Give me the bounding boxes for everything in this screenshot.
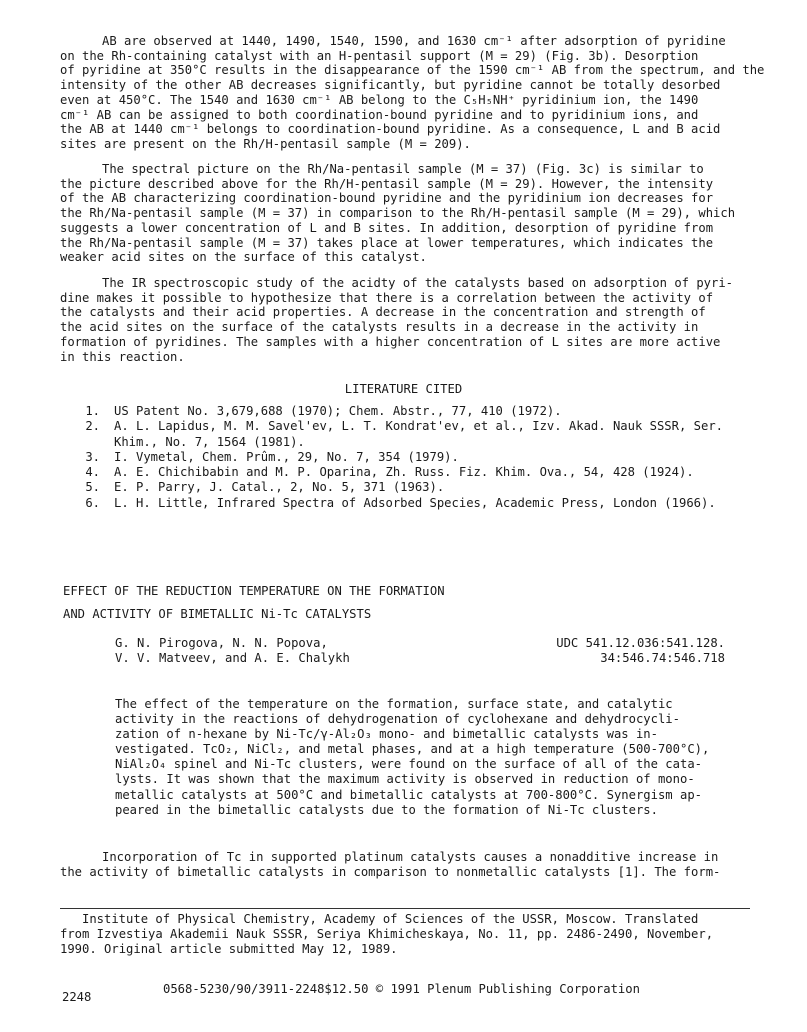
abstract-line: activity in the reactions of dehydrogenation of cyclohexane and dehydrocycli- xyxy=(115,712,680,727)
article-intro-paragraph xyxy=(60,850,750,879)
article-title-line-1: EFFECT OF THE REDUCTION TEMPERATURE ON THE FORMATION xyxy=(63,584,445,598)
text-line: of pyridine at 350°C results in the disappearance of the 1590 cm⁻¹ AB from the spectrum, and the xyxy=(60,63,765,78)
footnote-line: 1990. Original article submitted May 12, 1989. xyxy=(60,942,398,957)
abstract-line: NiAl₂O₄ spinel and Ni-Tc clusters, were found on the surface of all of the cata- xyxy=(115,757,702,772)
reference-text: A. E. Chichibabin and M. P. Oparina, Zh. Russ. Fiz. Khim. Ova., 54, 428 (1924). xyxy=(114,465,694,480)
article-authors xyxy=(115,636,350,666)
udc-line: 34:546.74:546.718 xyxy=(600,651,725,665)
text-line: weaker acid sites on the surface of this catalyst. xyxy=(60,250,427,265)
copyright-line: 0568-5230/90/3911-2248$12.50 © 1991 Plenum Publishing Corporation xyxy=(163,982,640,996)
authors-line: V. V. Matveev, and A. E. Chalykh xyxy=(115,651,350,665)
article-abstract xyxy=(115,697,710,818)
text-line: formation of pyridines. The samples with a higher concentration of L sites are more active xyxy=(60,334,721,349)
text-line: The IR spectroscopic study of the acidty of the catalysts based on adsorption of pyri- xyxy=(102,276,734,290)
reference-list xyxy=(60,404,760,511)
text-line: on the Rh-containing catalyst with an H-pentasil support (M = 29) (Fig. 3b). Desorption xyxy=(60,48,699,63)
reference-number: 3. xyxy=(85,449,100,464)
reference-text: L. H. Little, Infrared Spectra of Adsorbed Species, Academic Press, London (1966). xyxy=(114,495,716,510)
body-paragraph-na-pentasil xyxy=(60,162,750,265)
text-line: the acid sites on the surface of the catalysts results in a decrease in the activity in xyxy=(60,320,699,335)
literature-heading: LITERATURE CITED xyxy=(344,382,463,396)
reference-number: 6. xyxy=(85,495,100,510)
body-paragraph-ir-bands xyxy=(60,34,765,152)
authors-line: G. N. Pirogova, N. N. Popova, xyxy=(115,636,328,650)
abstract-line: vestigated. TcO₂, NiCl₂, and metal phases, and at a high temperature (500-700°C), xyxy=(115,742,710,757)
text-line: the picture described above for the Rh/H-pentasil sample (M = 29). However, the intensity xyxy=(60,176,714,191)
affiliation-footnote xyxy=(60,912,760,958)
reference-number: 2. xyxy=(85,419,100,434)
text-line: of the AB characterizing coordination-bound pyridine and the pyridinium ion decreases for xyxy=(60,191,714,206)
reference-item xyxy=(60,404,760,419)
reference-number: 1. xyxy=(85,404,100,418)
text-line: dine makes it possible to hypothesize that there is a correlation between the activity of xyxy=(60,290,714,305)
text-line: the AB at 1440 cm⁻¹ belongs to coordination-bound pyridine. As a consequence, L and B acid xyxy=(60,122,721,137)
udc-line: UDC 541.12.036:541.128. xyxy=(556,636,725,650)
abstract-line: lysts. It was shown that the maximum activity is observed in reduction of mono- xyxy=(115,772,695,787)
footnote-divider xyxy=(60,908,750,909)
reference-item xyxy=(60,419,760,434)
reference-continuation xyxy=(60,435,760,450)
text-line: in this reaction. xyxy=(60,349,185,364)
text-line: the Rh/Na-pentasil sample (M = 37) takes place at lower temperatures, which indicates the xyxy=(60,235,714,250)
text-line: the Rh/Na-pentasil sample (M = 37) in comparison to the Rh/H-pentasil sample (M = 29), which xyxy=(60,206,736,221)
text-line: the activity of bimetallic catalysts in comparison to nonmetallic catalysts [1]. The form- xyxy=(60,864,721,879)
reference-text: A. L. Lapidus, M. M. Savel'ev, L. T. Kondrat'ev, et al., Izv. Akad. Nauk SSSR, Ser. xyxy=(114,419,724,434)
footnote-line: from Izvestiya Akademii Nauk SSSR, Seriya Khimicheskaya, No. 11, pp. 2486-2490, November, xyxy=(60,927,714,942)
udc-code xyxy=(556,636,725,666)
reference-text: Khim., No. 7, 1564 (1981). xyxy=(114,434,305,449)
reference-item xyxy=(60,450,760,465)
text-line: suggests a lower concentration of L and B sites. In addition, desorption of pyridine from xyxy=(60,220,714,235)
reference-item xyxy=(60,465,760,480)
text-line: AB are observed at 1440, 1490, 1540, 1590, and 1630 cm⁻¹ after adsorption of pyridine xyxy=(102,34,726,48)
reference-number: 5. xyxy=(85,480,100,495)
abstract-line: peared in the bimetallic catalysts due to the formation of Ni-Tc clusters. xyxy=(115,802,658,817)
abstract-line: metallic catalysts at 500°C and bimetallic catalysts at 700-800°C. Synergism ap- xyxy=(115,787,702,802)
reference-number: 4. xyxy=(85,465,100,480)
body-paragraph-conclusion xyxy=(60,276,750,364)
text-line: The spectral picture on the Rh/Na-pentasil sample (M = 37) (Fig. 3c) is similar to xyxy=(102,162,704,176)
reference-text: E. P. Parry, J. Catal., 2, No. 5, 371 (1963). xyxy=(114,480,445,495)
article-title-line-2: AND ACTIVITY OF BIMETALLIC Ni-Tc CATALYSTS xyxy=(63,607,372,621)
reference-text: US Patent No. 3,679,688 (1970); Chem. Abstr., 77, 410 (1972). xyxy=(114,404,562,418)
page-number: 2248 xyxy=(62,990,92,1004)
text-line: intensity of the other AB decreases significantly, but pyridine cannot be totally desorbed xyxy=(60,78,721,93)
text-line: sites are present on the Rh/H-pentasil sample (M = 209). xyxy=(60,136,471,151)
text-line: the catalysts and their acid properties. A decrease in the concentration and strength of xyxy=(60,305,706,320)
footnote-line: Institute of Physical Chemistry, Academy of Sciences of the USSR, Moscow. Translated xyxy=(82,912,699,926)
text-line: Incorporation of Tc in supported platinum catalysts causes a nonadditive increase in xyxy=(102,850,719,864)
abstract-line: The effect of the temperature on the formation, surface state, and catalytic xyxy=(115,697,673,711)
reference-item xyxy=(60,480,760,495)
text-line: even at 450°C. The 1540 and 1630 cm⁻¹ AB belong to the C₅H₅NH⁺ pyridinium ion, the 1490 xyxy=(60,92,699,107)
reference-item xyxy=(60,496,760,511)
reference-text: I. Vymetal, Chem. Prûm., 29, No. 7, 354 (1979). xyxy=(114,449,459,464)
text-line: cm⁻¹ AB can be assigned to both coordination-bound pyridine and to pyridinium ions, and xyxy=(60,107,699,122)
abstract-line: zation of n-hexane by Ni-Tc/γ-Al₂O₃ mono- and bimetallic catalysts was in- xyxy=(115,727,658,742)
